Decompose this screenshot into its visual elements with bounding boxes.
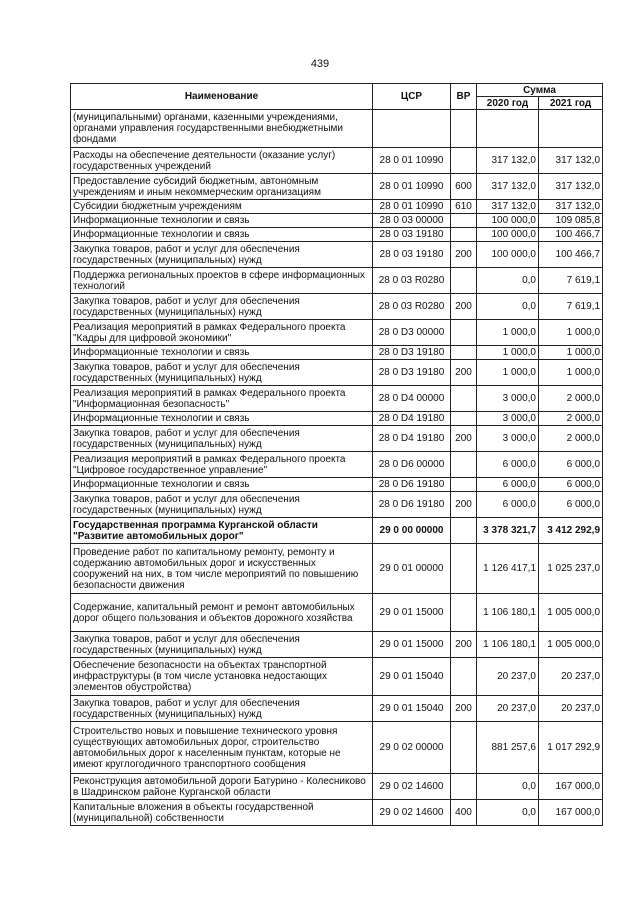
cell-vr (451, 774, 477, 800)
cell-name: Реализация мероприятий в рамках Федерального проекта "Цифровое государственное управление" (71, 452, 373, 478)
cell-v2020: 0,0 (477, 774, 539, 800)
cell-vr (451, 478, 477, 492)
table-row (71, 200, 603, 214)
table-row (71, 426, 603, 452)
cell-name: Информационные технологии и связь (71, 478, 373, 492)
table-row (71, 696, 603, 722)
cell-v2020: 3 378 321,7 (477, 518, 539, 544)
cell-v2020: 1 106 180,1 (477, 594, 539, 632)
cell-name: Реализация мероприятий в рамках Федерального проекта "Информационная безопасность" (71, 386, 373, 412)
cell-v2020: 6 000,0 (477, 478, 539, 492)
table-row (71, 242, 603, 268)
table-row (71, 320, 603, 346)
cell-vr (451, 518, 477, 544)
cell-v2020: 3 000,0 (477, 426, 539, 452)
cell-name: Предоставление субсидий бюджетным, автономным учреждениям и иным некоммерческим организациям (71, 174, 373, 200)
cell-v2020: 881 257,6 (477, 722, 539, 774)
cell-vr (451, 148, 477, 174)
table-row (71, 228, 603, 242)
table-body (71, 110, 603, 826)
cell-csr: 28 0 03 R0280 (373, 268, 451, 294)
table-row (71, 110, 603, 148)
cell-v2020: 6 000,0 (477, 452, 539, 478)
cell-v2020: 317 132,0 (477, 200, 539, 214)
cell-csr: 28 0 D4 19180 (373, 426, 451, 452)
column-header-vr: ВР (451, 84, 477, 110)
cell-v2021: 1 000,0 (539, 360, 603, 386)
table-row (71, 412, 603, 426)
cell-name: Государственная программа Курганской области "Развитие автомобильных дорог" (71, 518, 373, 544)
cell-v2020: 1 000,0 (477, 360, 539, 386)
cell-v2020: 0,0 (477, 268, 539, 294)
cell-name: Капитальные вложения в объекты государственной (муниципальной) собственности (71, 800, 373, 826)
cell-csr: 29 0 00 00000 (373, 518, 451, 544)
cell-v2020: 20 237,0 (477, 696, 539, 722)
cell-vr (451, 386, 477, 412)
cell-v2021: 109 085,8 (539, 214, 603, 228)
cell-name: (муниципальными) органами, казенными учреждениями, органами управления государственными внебюджетными фондами (71, 110, 373, 148)
cell-name: Расходы на обеспечение деятельности (оказание услуг) государственных учреждений (71, 148, 373, 174)
cell-csr: 28 0 01 10990 (373, 148, 451, 174)
cell-v2020 (477, 110, 539, 148)
cell-csr: 28 0 D3 19180 (373, 346, 451, 360)
cell-csr: 28 0 D4 00000 (373, 386, 451, 412)
table-row (71, 544, 603, 594)
cell-csr: 28 0 D6 19180 (373, 478, 451, 492)
table-row (71, 360, 603, 386)
cell-vr (451, 346, 477, 360)
table-row (71, 492, 603, 518)
cell-vr: 200 (451, 632, 477, 658)
cell-csr: 28 0 03 19180 (373, 228, 451, 242)
cell-name: Закупка товаров, работ и услуг для обеспечения государственных (муниципальных) нужд (71, 360, 373, 386)
cell-vr (451, 110, 477, 148)
cell-v2021: 1 000,0 (539, 320, 603, 346)
page-number: 439 (310, 58, 330, 70)
table-row (71, 774, 603, 800)
cell-v2021: 2 000,0 (539, 412, 603, 426)
cell-csr (373, 110, 451, 148)
cell-csr: 29 0 01 15040 (373, 696, 451, 722)
cell-csr: 28 0 03 00000 (373, 214, 451, 228)
table-row (71, 518, 603, 544)
cell-vr: 200 (451, 492, 477, 518)
cell-name: Информационные технологии и связь (71, 412, 373, 426)
table-row (71, 346, 603, 360)
cell-v2021: 100 466,7 (539, 228, 603, 242)
cell-name: Закупка товаров, работ и услуг для обеспечения государственных (муниципальных) нужд (71, 632, 373, 658)
cell-vr: 600 (451, 174, 477, 200)
cell-name: Проведение работ по капитальному ремонту, ремонту и содержанию автомобильных дорог и искусственных сооружений на них, в том числе мероприятий по повышению безопасности движения (71, 544, 373, 594)
cell-name: Информационные технологии и связь (71, 346, 373, 360)
cell-csr: 29 0 01 15000 (373, 632, 451, 658)
cell-csr: 29 0 01 15000 (373, 594, 451, 632)
cell-name: Строительство новых и повышение технического уровня существующих автомобильных дорог, строительство автомобильных дорог к населенным пунктам, которые не имеют круглогодичного транспортного сообщения (71, 722, 373, 774)
cell-v2020: 1 000,0 (477, 346, 539, 360)
cell-v2021: 100 466,7 (539, 242, 603, 268)
column-header-2020: 2020 год (477, 97, 539, 110)
cell-csr: 28 0 03 R0280 (373, 294, 451, 320)
cell-v2021: 317 132,0 (539, 200, 603, 214)
cell-name: Закупка товаров, работ и услуг для обеспечения государственных (муниципальных) нужд (71, 492, 373, 518)
cell-v2020: 6 000,0 (477, 492, 539, 518)
cell-v2021: 167 000,0 (539, 774, 603, 800)
cell-v2021: 7 619,1 (539, 294, 603, 320)
cell-v2020: 317 132,0 (477, 174, 539, 200)
cell-vr (451, 544, 477, 594)
cell-v2020: 0,0 (477, 294, 539, 320)
table-row (71, 294, 603, 320)
cell-v2021: 1 000,0 (539, 346, 603, 360)
cell-vr (451, 320, 477, 346)
cell-name: Закупка товаров, работ и услуг для обеспечения государственных (муниципальных) нужд (71, 426, 373, 452)
cell-vr (451, 722, 477, 774)
cell-vr (451, 214, 477, 228)
cell-v2020: 100 000,0 (477, 228, 539, 242)
table-row (71, 386, 603, 412)
cell-vr (451, 268, 477, 294)
cell-vr: 200 (451, 426, 477, 452)
cell-vr: 610 (451, 200, 477, 214)
cell-vr (451, 412, 477, 426)
table-row (71, 800, 603, 826)
cell-vr: 400 (451, 800, 477, 826)
cell-vr: 200 (451, 696, 477, 722)
cell-v2021 (539, 110, 603, 148)
cell-v2021: 317 132,0 (539, 148, 603, 174)
cell-csr: 28 0 03 19180 (373, 242, 451, 268)
cell-name: Поддержка региональных проектов в сфере информационных технологий (71, 268, 373, 294)
cell-csr: 29 0 01 00000 (373, 544, 451, 594)
cell-v2021: 3 412 292,9 (539, 518, 603, 544)
cell-vr: 200 (451, 242, 477, 268)
cell-v2021: 1 025 237,0 (539, 544, 603, 594)
cell-csr: 28 0 01 10990 (373, 200, 451, 214)
budget-table (70, 83, 603, 826)
cell-v2021: 167 000,0 (539, 800, 603, 826)
cell-v2020: 100 000,0 (477, 214, 539, 228)
cell-name: Информационные технологии и связь (71, 228, 373, 242)
table-row (71, 658, 603, 696)
cell-name: Закупка товаров, работ и услуг для обеспечения государственных (муниципальных) нужд (71, 242, 373, 268)
cell-vr: 200 (451, 294, 477, 320)
cell-v2020: 3 000,0 (477, 386, 539, 412)
cell-name: Реализация мероприятий в рамках Федерального проекта "Кадры для цифровой экономики" (71, 320, 373, 346)
table-row (71, 722, 603, 774)
cell-v2020: 0,0 (477, 800, 539, 826)
cell-name: Информационные технологии и связь (71, 214, 373, 228)
cell-vr: 200 (451, 360, 477, 386)
table-row (71, 148, 603, 174)
table-row (71, 478, 603, 492)
cell-v2021: 1 017 292,9 (539, 722, 603, 774)
cell-v2021: 317 132,0 (539, 174, 603, 200)
cell-name: Реконструкция автомобильной дороги Батурино - Колесниково в Шадринском районе Курганской области (71, 774, 373, 800)
cell-v2020: 3 000,0 (477, 412, 539, 426)
cell-csr: 29 0 02 00000 (373, 722, 451, 774)
cell-v2020: 317 132,0 (477, 148, 539, 174)
cell-csr: 29 0 02 14600 (373, 774, 451, 800)
column-header-name: Наименование (71, 84, 373, 110)
cell-name: Содержание, капитальный ремонт и ремонт автомобильных дорог общего пользования и объектов дорожного хозяйства (71, 594, 373, 632)
cell-v2020: 100 000,0 (477, 242, 539, 268)
cell-v2020: 1 106 180,1 (477, 632, 539, 658)
cell-name: Закупка товаров, работ и услуг для обеспечения государственных (муниципальных) нужд (71, 696, 373, 722)
cell-csr: 29 0 01 15040 (373, 658, 451, 696)
cell-v2021: 20 237,0 (539, 658, 603, 696)
cell-v2021: 20 237,0 (539, 696, 603, 722)
cell-v2021: 1 005 000,0 (539, 594, 603, 632)
cell-csr: 28 0 01 10990 (373, 174, 451, 200)
cell-csr: 28 0 D3 00000 (373, 320, 451, 346)
cell-v2021: 1 005 000,0 (539, 632, 603, 658)
table-row (71, 452, 603, 478)
cell-csr: 28 0 D6 19180 (373, 492, 451, 518)
cell-v2020: 1 000,0 (477, 320, 539, 346)
cell-v2020: 1 126 417,1 (477, 544, 539, 594)
table-header (71, 84, 603, 110)
table-row (71, 268, 603, 294)
cell-v2020: 20 237,0 (477, 658, 539, 696)
cell-v2021: 7 619,1 (539, 268, 603, 294)
column-header-csr: ЦСР (373, 84, 451, 110)
table-row (71, 214, 603, 228)
cell-v2021: 6 000,0 (539, 452, 603, 478)
cell-v2021: 6 000,0 (539, 492, 603, 518)
table-row (71, 632, 603, 658)
cell-v2021: 2 000,0 (539, 386, 603, 412)
column-header-sum: Сумма (477, 84, 603, 97)
cell-name: Субсидии бюджетным учреждениям (71, 200, 373, 214)
cell-csr: 28 0 D6 00000 (373, 452, 451, 478)
cell-csr: 28 0 D4 19180 (373, 412, 451, 426)
cell-v2021: 6 000,0 (539, 478, 603, 492)
cell-csr: 28 0 D3 19180 (373, 360, 451, 386)
column-header-2021: 2021 год (539, 97, 603, 110)
cell-vr (451, 658, 477, 696)
table-row (71, 594, 603, 632)
cell-v2021: 2 000,0 (539, 426, 603, 452)
cell-name: Закупка товаров, работ и услуг для обеспечения государственных (муниципальных) нужд (71, 294, 373, 320)
table-row (71, 174, 603, 200)
cell-vr (451, 452, 477, 478)
cell-name: Обеспечение безопасности на объектах транспортной инфраструктуры (в том числе установка недостающих элементов обустройства) (71, 658, 373, 696)
cell-csr: 29 0 02 14600 (373, 800, 451, 826)
cell-vr (451, 594, 477, 632)
cell-vr (451, 228, 477, 242)
